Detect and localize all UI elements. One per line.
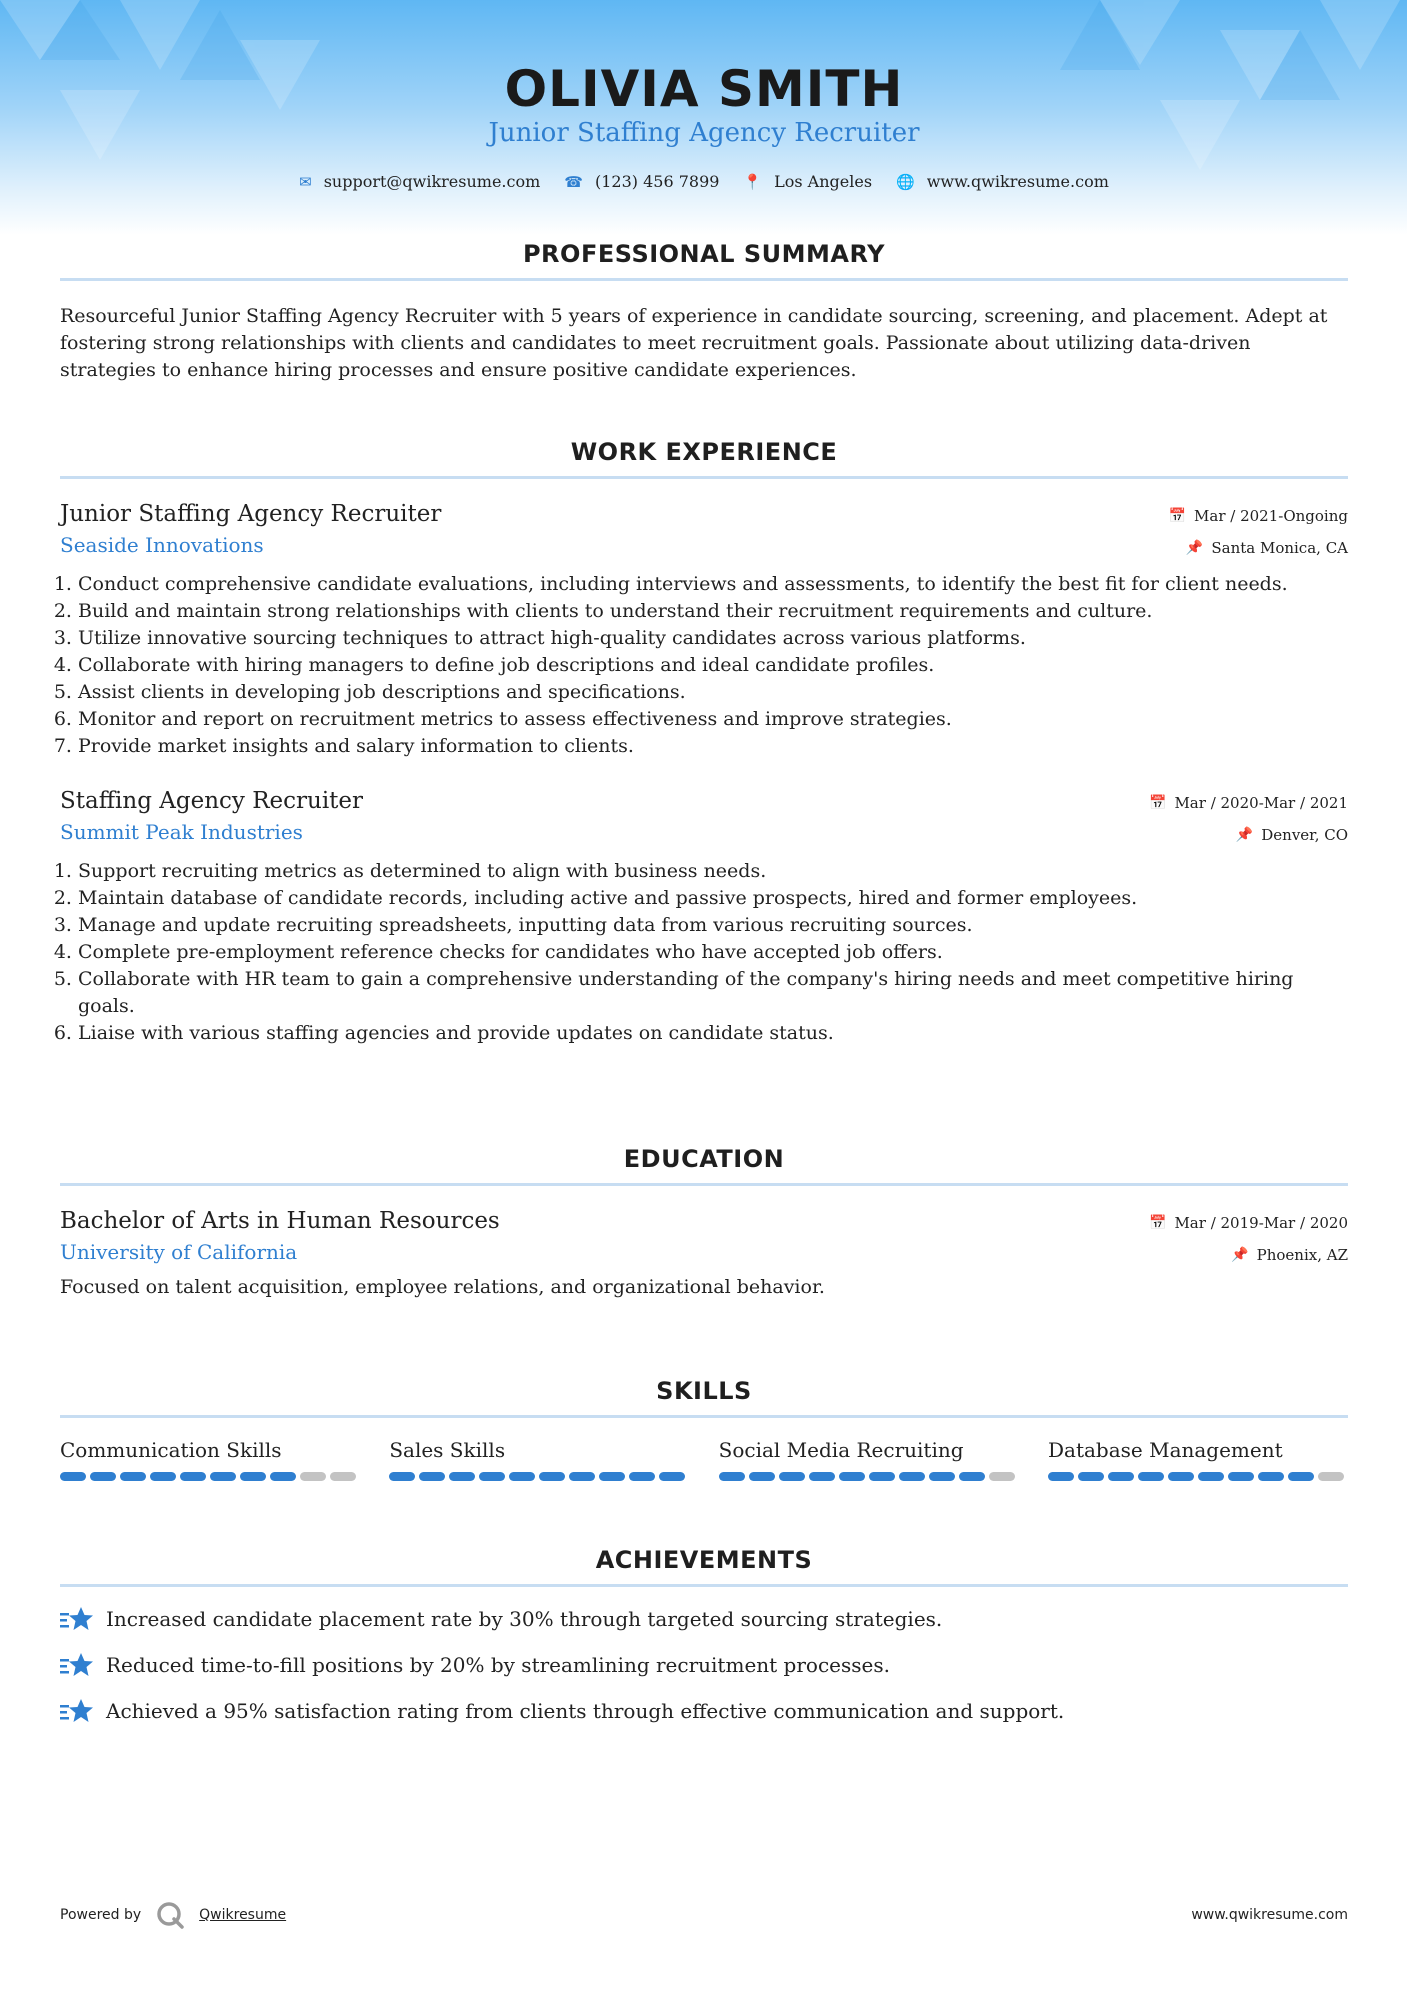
- skills-row: [60, 1438, 1348, 1481]
- globe-icon: 🌐: [896, 172, 915, 191]
- powered-by-label: Powered by: [60, 1907, 142, 1923]
- skill-segment: [479, 1472, 505, 1481]
- achievements-list: [60, 1605, 1348, 1725]
- contact-website[interactable]: [896, 172, 1109, 191]
- section-divider: [60, 1183, 1348, 1186]
- skill-segment: [60, 1472, 86, 1481]
- calendar-icon: 📅: [1149, 1215, 1167, 1231]
- skill-level-bar: [1048, 1472, 1348, 1481]
- footer-left: [60, 1900, 286, 1930]
- skill-item: [719, 1438, 1019, 1481]
- skill-segment: [749, 1472, 775, 1481]
- job-location-text: Denver, CO: [1261, 826, 1348, 844]
- calendar-icon: 📅: [1149, 795, 1167, 811]
- education-date: [1149, 1214, 1348, 1232]
- calendar-icon: 📅: [1168, 508, 1187, 524]
- list-item: 7. Provide market insights and salary information to clients.: [78, 733, 1348, 760]
- school-name: University of California: [60, 1240, 298, 1264]
- skill-segment: [839, 1472, 865, 1481]
- skill-segment: [389, 1472, 415, 1481]
- summary-section: [60, 240, 1348, 384]
- phone-text: (123) 456 7899: [594, 172, 720, 191]
- skill-segment: [1048, 1472, 1074, 1481]
- skill-segment: [90, 1472, 116, 1481]
- skill-segment: [270, 1472, 296, 1481]
- skill-segment: [300, 1472, 326, 1481]
- job-title: Staffing Agency Recruiter: [60, 788, 364, 814]
- job-date-text: Mar / 2020-Mar / 2021: [1174, 794, 1348, 812]
- footer-website[interactable]: www.qwikresume.com: [1191, 1907, 1348, 1923]
- job-bullets: [60, 858, 1348, 1047]
- skill-level-bar: [60, 1472, 360, 1481]
- skill-name: Database Management: [1047, 1438, 1283, 1462]
- list-item: 4. Collaborate with hiring managers to define job descriptions and ideal candidate profiles.: [78, 652, 1348, 679]
- pin-icon: 📌: [1185, 540, 1204, 556]
- skill-level-bar: [719, 1472, 1019, 1481]
- skill-segment: [330, 1472, 356, 1481]
- education-section: [60, 1145, 1348, 1301]
- skill-segment: [210, 1472, 236, 1481]
- contact-phone[interactable]: [564, 172, 719, 191]
- skill-segment: [509, 1472, 535, 1481]
- experience-section: [60, 438, 1348, 1047]
- skill-segment: [419, 1472, 445, 1481]
- star-icon: [60, 1605, 94, 1633]
- skill-segment: [599, 1472, 625, 1481]
- skill-segment: [869, 1472, 895, 1481]
- phone-icon: ☎: [564, 172, 583, 191]
- skill-segment: [959, 1472, 985, 1481]
- education-location: [1231, 1246, 1348, 1264]
- skill-segment: [1168, 1472, 1194, 1481]
- skill-segment: [719, 1472, 745, 1481]
- skill-segment: [569, 1472, 595, 1481]
- job-title: Junior Staffing Agency Recruiter: [60, 501, 442, 527]
- degree-title: Bachelor of Arts in Human Resources: [60, 1208, 500, 1234]
- qwikresume-logo-icon: [155, 1900, 185, 1930]
- job-location: [1186, 539, 1348, 557]
- list-item: 6. Liaise with various staffing agencies and provide updates on candidate status.: [78, 1020, 1348, 1047]
- contact-location: [743, 172, 872, 191]
- education-description: Focused on talent acquisition, employee relations, and organizational behavior.: [60, 1276, 825, 1298]
- education-entry: [60, 1208, 1348, 1301]
- section-divider: [60, 476, 1348, 479]
- skill-segment: [629, 1472, 655, 1481]
- skill-item: [60, 1438, 360, 1481]
- achievement-text: Reduced time-to-fill positions by 20% by streamlining recruitment processes.: [106, 1653, 890, 1677]
- contact-email[interactable]: [299, 172, 540, 191]
- skill-segment: [150, 1472, 176, 1481]
- map-pin-icon: 📍: [743, 172, 763, 191]
- skill-segment: [449, 1472, 475, 1481]
- skill-segment: [989, 1472, 1015, 1481]
- list-item: 5. Collaborate with HR team to gain a comprehensive understanding of the company's hiring needs and meet competitive hiring goals.: [78, 966, 1348, 1020]
- skill-segment: [779, 1472, 805, 1481]
- skill-segment: [1138, 1472, 1164, 1481]
- section-title: SKILLS: [656, 1377, 752, 1405]
- skill-segment: [240, 1472, 266, 1481]
- skill-level-bar: [389, 1472, 689, 1481]
- education-date-text: Mar / 2019-Mar / 2020: [1174, 1214, 1348, 1232]
- list-item: 3. Manage and update recruiting spreadsheets, inputting data from various recruiting sources.: [78, 912, 1348, 939]
- section-divider: [60, 1584, 1348, 1587]
- list-item: 5. Assist clients in developing job descriptions and specifications.: [78, 679, 1348, 706]
- list-item: 4. Complete pre-employment reference checks for candidates who have accepted job offers.: [78, 939, 1348, 966]
- location-text: Los Angeles: [774, 172, 873, 191]
- skill-segment: [1078, 1472, 1104, 1481]
- website-text: www.qwikresume.com: [926, 172, 1109, 191]
- contact-bar: [60, 172, 1348, 191]
- skill-segment: [659, 1472, 685, 1481]
- brand-link[interactable]: Qwikresume: [199, 1907, 287, 1923]
- candidate-name: OLIVIA SMITH: [504, 60, 904, 118]
- company-name: Seaside Innovations: [60, 533, 264, 557]
- skill-segment: [120, 1472, 146, 1481]
- email-text: support@qwikresume.com: [323, 172, 541, 191]
- skill-name: Social Media Recruiting: [718, 1438, 964, 1462]
- skill-segment: [899, 1472, 925, 1481]
- job-location: [1236, 826, 1348, 844]
- list-item: 2. Maintain database of candidate records, including active and passive prospects, hired and former employees.: [78, 885, 1348, 912]
- skill-segment: [180, 1472, 206, 1481]
- envelope-icon: ✉: [299, 172, 312, 191]
- list-item: 3. Utilize innovative sourcing techniques to attract high-quality candidates across various platforms.: [78, 625, 1348, 652]
- achievement-text: Increased candidate placement rate by 30% through targeted sourcing strategies.: [106, 1607, 943, 1631]
- list-item: 1. Support recruiting metrics as determined to align with business needs.: [78, 858, 1348, 885]
- skill-segment: [1198, 1472, 1224, 1481]
- achievement-text: Achieved a 95% satisfaction rating from clients through effective communication and support.: [106, 1699, 1065, 1723]
- skill-name: Communication Skills: [60, 1438, 282, 1462]
- skill-segment: [809, 1472, 835, 1481]
- skill-segment: [1288, 1472, 1314, 1481]
- skill-segment: [539, 1472, 565, 1481]
- pin-icon: 📌: [1231, 1247, 1249, 1263]
- job-location-text: Santa Monica, CA: [1211, 539, 1348, 557]
- list-item: [60, 1697, 1348, 1725]
- section-title: EDUCATION: [623, 1145, 785, 1173]
- job-date-text: Mar / 2021-Ongoing: [1194, 507, 1348, 525]
- skill-item: [389, 1438, 689, 1481]
- job-bullets: [60, 571, 1348, 760]
- list-item: 6. Monitor and report on recruitment metrics to assess effectiveness and improve strategies.: [78, 706, 1348, 733]
- pin-icon: 📌: [1235, 827, 1254, 843]
- job-date: [1149, 794, 1348, 812]
- skill-name: Sales Skills: [389, 1438, 506, 1462]
- list-item: 2. Build and maintain strong relationships with clients to understand their recruitment requirements and culture.: [78, 598, 1348, 625]
- section-title: PROFESSIONAL SUMMARY: [522, 240, 886, 268]
- skill-item: [1048, 1438, 1348, 1481]
- list-item: 1. Conduct comprehensive candidate evaluations, including interviews and assessments, to identify the best fit for client needs.: [78, 571, 1348, 598]
- star-icon: [60, 1651, 94, 1679]
- company-name: Summit Peak Industries: [60, 820, 303, 844]
- list-item: [60, 1605, 1348, 1633]
- job-entry: [60, 501, 1348, 760]
- candidate-role: Junior Staffing Agency Recruiter: [488, 118, 920, 148]
- skill-segment: [1318, 1472, 1344, 1481]
- star-icon: [60, 1697, 94, 1725]
- skill-segment: [1108, 1472, 1134, 1481]
- education-location-text: Phoenix, AZ: [1256, 1246, 1348, 1264]
- skill-segment: [1228, 1472, 1254, 1481]
- job-date: [1169, 507, 1348, 525]
- section-divider: [60, 278, 1348, 281]
- section-divider: [60, 1415, 1348, 1418]
- section-title: WORK EXPERIENCE: [570, 438, 838, 466]
- skill-segment: [1258, 1472, 1284, 1481]
- summary-text: Resourceful Junior Staffing Agency Recruiter with 5 years of experience in candidate sourcing, screening, and placement. Adept at fostering strong relationships with clients and candidates to meet recruitment goals. Passionate about utilizing data-driven strategies to enhance hiring processes and ensure positive candidate experiences.: [60, 305, 1328, 381]
- achievements-section: [60, 1546, 1348, 1725]
- footer: [60, 1900, 1348, 1930]
- section-title: ACHIEVEMENTS: [595, 1546, 813, 1574]
- skills-section: [60, 1377, 1348, 1481]
- list-item: [60, 1651, 1348, 1679]
- skill-segment: [929, 1472, 955, 1481]
- job-entry: [60, 788, 1348, 1047]
